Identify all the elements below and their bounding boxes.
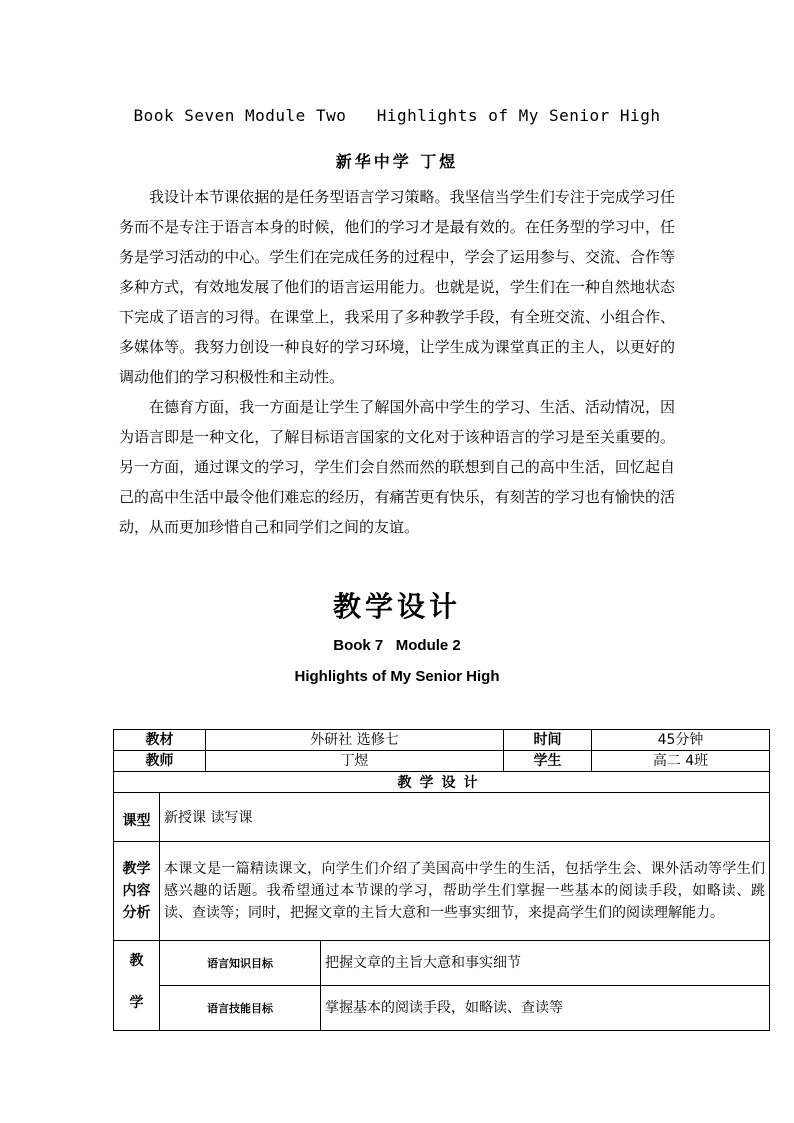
lesson-title: Highlights of My Senior High bbox=[294, 668, 500, 685]
analysis-label-line: 分析 bbox=[122, 905, 151, 921]
lesson-plan-table bbox=[113, 729, 770, 1031]
teacher-value: 丁煜 bbox=[206, 751, 504, 772]
knowledge-goal-value: 把握文章的主旨大意和事实细节 bbox=[321, 941, 770, 986]
skill-goal-label: 语言技能目标 bbox=[160, 986, 321, 1031]
student-value: 高二 4班 bbox=[592, 751, 770, 772]
analysis-label-line: 教学 bbox=[122, 861, 151, 877]
skill-goal-value: 掌握基本的阅读手段，如略读、查读等 bbox=[321, 986, 770, 1031]
goals-label bbox=[114, 941, 160, 1031]
table-row bbox=[114, 772, 770, 793]
goals-label-line: 学 bbox=[129, 994, 144, 1011]
material-value: 外研社 选修七 bbox=[206, 730, 504, 751]
section-header: 教学设计 bbox=[114, 772, 770, 793]
table-row bbox=[114, 842, 770, 941]
english-title: Book Seven Module Two Highlights of My Senior High bbox=[133, 106, 661, 125]
time-label: 时间 bbox=[504, 730, 592, 751]
intro-text bbox=[119, 182, 675, 542]
book-module: Book 7 Module 2 bbox=[333, 637, 461, 654]
design-title: 教学设计 bbox=[332, 590, 461, 623]
table-row bbox=[114, 751, 770, 772]
author-line: 新华中学 丁煜 bbox=[335, 152, 459, 171]
material-label: 教材 bbox=[114, 730, 206, 751]
knowledge-goal-label: 语言知识目标 bbox=[160, 941, 321, 986]
type-label: 课型 bbox=[114, 793, 160, 842]
analysis-label bbox=[114, 842, 160, 941]
table-row bbox=[114, 730, 770, 751]
analysis-label-line: 内容 bbox=[122, 883, 151, 899]
intro-paragraph-2: 在德育方面，我一方面是让学生了解国外高中学生的学习、生活、活动情况，因为语言即是一种文化，了解目标语言国家的文化对于该种语言的学习是至关重要的。另一方面，通过课文的学习，学生们会自然而然的联想到自己的高中生活，回忆起自己的高中生活中最令他们难忘的经历，有痛苦更有快乐，有刻苦的学习也有愉快的活动，从而更加珍惜自己和同学们之间的友谊。 bbox=[119, 398, 675, 536]
table-row bbox=[114, 941, 770, 986]
type-value: 新授课 读写课 bbox=[160, 793, 770, 842]
teacher-label: 教师 bbox=[114, 751, 206, 772]
goals-label-line: 教 bbox=[129, 952, 144, 969]
table-row bbox=[114, 986, 770, 1031]
student-label: 学生 bbox=[504, 751, 592, 772]
intro-paragraph-1: 我设计本节课依据的是任务型语言学习策略。我坚信当学生们专注于完成学习任务而不是专注于语言本身的时候，他们的学习才是最有效的。在任务型的学习中，任务是学习活动的中心。学生们在完成任务的过程中，学会了运用参与、交流、合作等多种方式，有效地发展了他们的语言运用能力。也就是说，学生们在一种自然地状态下完成了语言的习得。在课堂上，我采用了多种教学手段，有全班交流、小组合作、多媒体等。我努力创设一种良好的学习环境，让学生成为课堂真正的主人，以更好的调动他们的学习积极性和主动性。 bbox=[119, 188, 675, 386]
time-value: 45分钟 bbox=[592, 730, 770, 751]
analysis-value: 本课文是一篇精读课文，向学生们介绍了美国高中学生的生活，包括学生会、课外活动等学生们感兴趣的话题。我希望通过本节课的学习，帮助学生们掌握一些基本的阅读手段，如略读、跳读、查读等；同时，把握文章的主旨大意和一些事实细节，来提高学生们的阅读理解能力。 bbox=[160, 842, 770, 941]
table-row bbox=[114, 793, 770, 842]
